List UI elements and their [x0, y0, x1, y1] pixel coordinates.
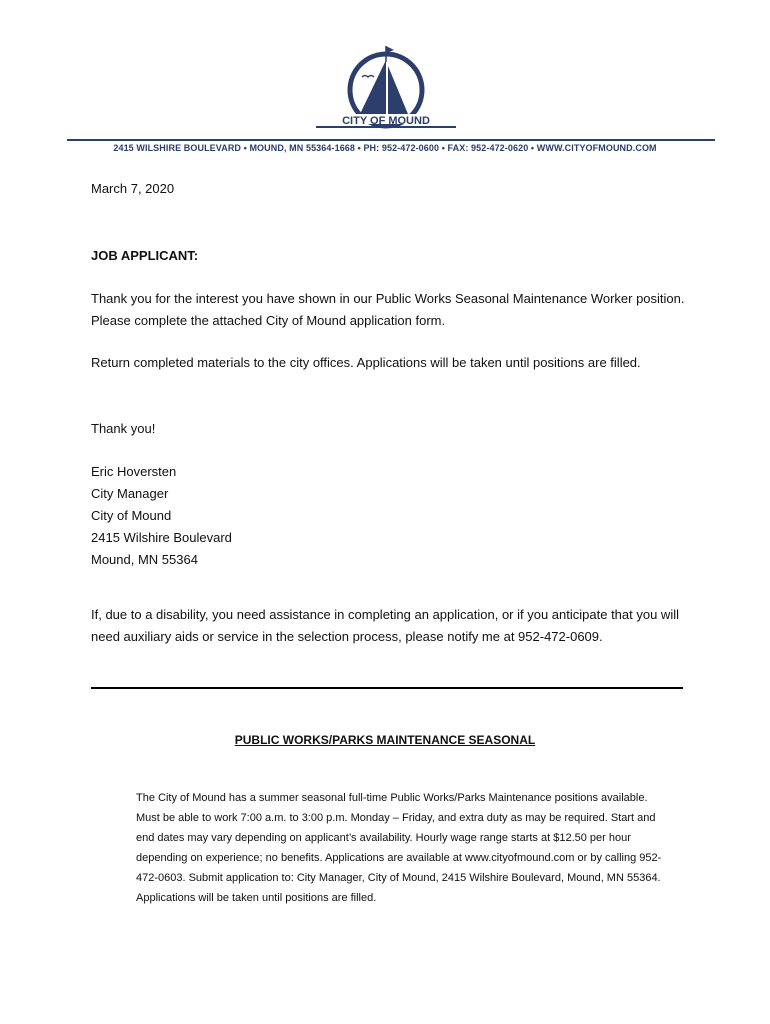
city-logo: [316, 40, 456, 132]
signature-title: City Manager: [91, 486, 169, 501]
header-rule: [67, 139, 715, 141]
signature-name: Eric Hoversten: [91, 464, 177, 479]
signature-street: 2415 Wilshire Boulevard: [91, 530, 232, 545]
signature-city: Mound, MN 55364: [91, 552, 198, 567]
job-title: PUBLIC WORKS/PARKS MAINTENANCE SEASONAL: [234, 733, 536, 747]
thanks-line: Thank you!: [91, 421, 156, 436]
address-line: 2415 WILSHIRE BOULEVARD • MOUND, MN 55364-1668 • PH: 952-472-0600 • FAX: 952-472-0620 • WWW.CITYOFMOUND.COM: [113, 143, 657, 153]
paragraph-interest: Thank you for the interest you have shown in our Public Works Seasonal Maintenance Worker position. Please complete the attached City of Mound application form.: [91, 291, 685, 328]
signature-org: City of Mound: [91, 508, 172, 523]
paragraph-return: Return completed materials to the city offices. Applications will be taken until positions are filled.: [91, 355, 641, 370]
job-description: The City of Mound has a summer seasonal full-time Public Works/Parks Maintenance positions available. Must be able to work 7:00 a.m. to 3:00 p.m. Monday – Friday, and extra duty as may be required. Start and end dates may vary depending on applicant’s availability. Hourly wage range starts at $12.50 per hour depending on experience; no benefits. Applications are available at www.cityofmound.com or by calling 952-472-0603. Submit application to: City Manager, City of Mound, 2415 Wilshire Boulevard, Mound, MN 55364. Applications will be taken until positions are filled.: [136, 792, 662, 904]
salutation: JOB APPLICANT:: [91, 248, 199, 263]
signature-block: [91, 461, 232, 571]
letter-date: March 7, 2020: [91, 181, 175, 196]
disability-note: If, due to a disability, you need assistance in completing an application, or if you anticipate that you will need auxiliary aids or service in the selection process, please notify me at 952-472-0609.: [91, 607, 679, 644]
logo-text: CITY OF MOUND: [342, 115, 430, 127]
section-divider: [91, 687, 683, 689]
